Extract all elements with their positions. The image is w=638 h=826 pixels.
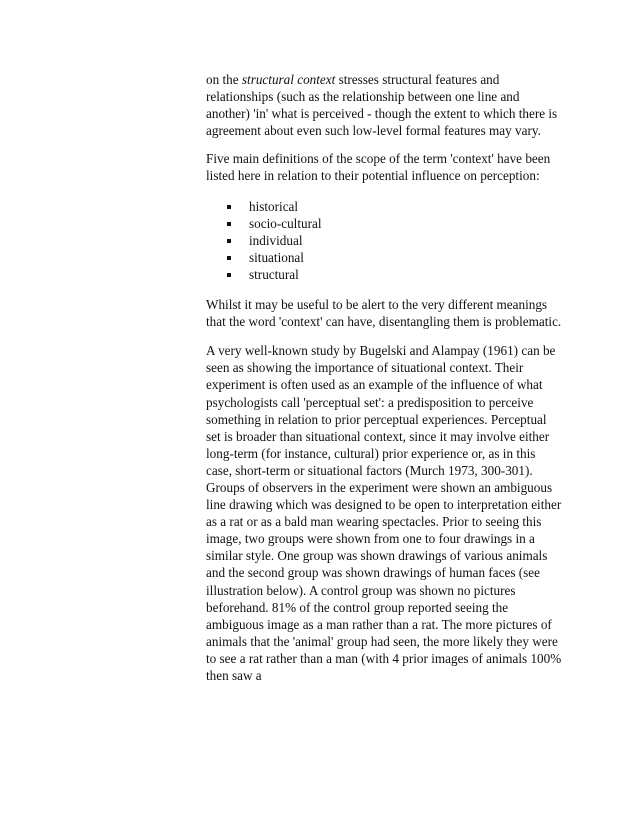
document-page [206,71,562,696]
list-item [206,198,562,215]
list-item [206,232,562,249]
list-item [206,215,562,232]
list-item-label: individual [249,232,303,248]
paragraph-disentangling: Whilst it may be useful to be alert to the very different meanings that the word 'context' can have, disentangling them is problematic. [206,297,562,330]
paragraph-definitions: Five main definitions of the scope of the term 'context' have been listed here in relation to their potential influence on perception: [206,151,551,184]
list-item [206,266,562,283]
paragraph-1-prefix: on the [206,72,242,87]
paragraph-structural-context [206,71,562,139]
list-item-label: socio-cultural [249,215,322,231]
square-bullet-icon [227,256,231,260]
list-item [206,249,562,266]
paragraph-1-emphasis: structural context [241,72,336,87]
square-bullet-icon [227,273,231,277]
paragraph-1-suffix: stresses structural features and relationships (such as the relationship between one line and another) 'in' what is perceived - though the extent to which there is agreement about even such low-level formal features may vary. [206,72,558,139]
context-definitions-list [206,198,562,283]
square-bullet-icon [227,205,231,209]
list-item-label: situational [249,249,304,265]
square-bullet-icon [227,239,231,243]
square-bullet-icon [227,222,231,226]
paragraph-bugelski-study: A very well-known study by Bugelski and Alampay (1961) can be seen as showing the importance of situational context. Their experiment is often used as an example of the influence of what psychologists call 'perceptual set': a predisposition to perceive something in relation to prior perceptual experiences. Perceptual set is broader than situational context, since it may involve either long-term (for instance, cultural) prior experience or, as in this case, short-term or situational factors (Murch 1973, 300-301). Groups of observers in the experiment were shown an ambiguous line drawing which was designed to be open to interpretation either as a rat or as a bald man wearing spectacles. Prior to seeing this image, two groups were shown from one to four drawings in a similar style. One group was shown drawings of various animals and the second group was shown drawings of human faces (see illustration below). A control group was shown no pictures beforehand. 81% of the control group reported seeing the ambiguous image as a man rather than a rat. The more pictures of animals that the 'animal' group had seen, the more likely they were to see a rat rather than a man (with 4 prior images of animals 100% then saw a [206,343,562,683]
list-item-label: historical [249,198,299,214]
list-item-label: structural [249,266,299,282]
